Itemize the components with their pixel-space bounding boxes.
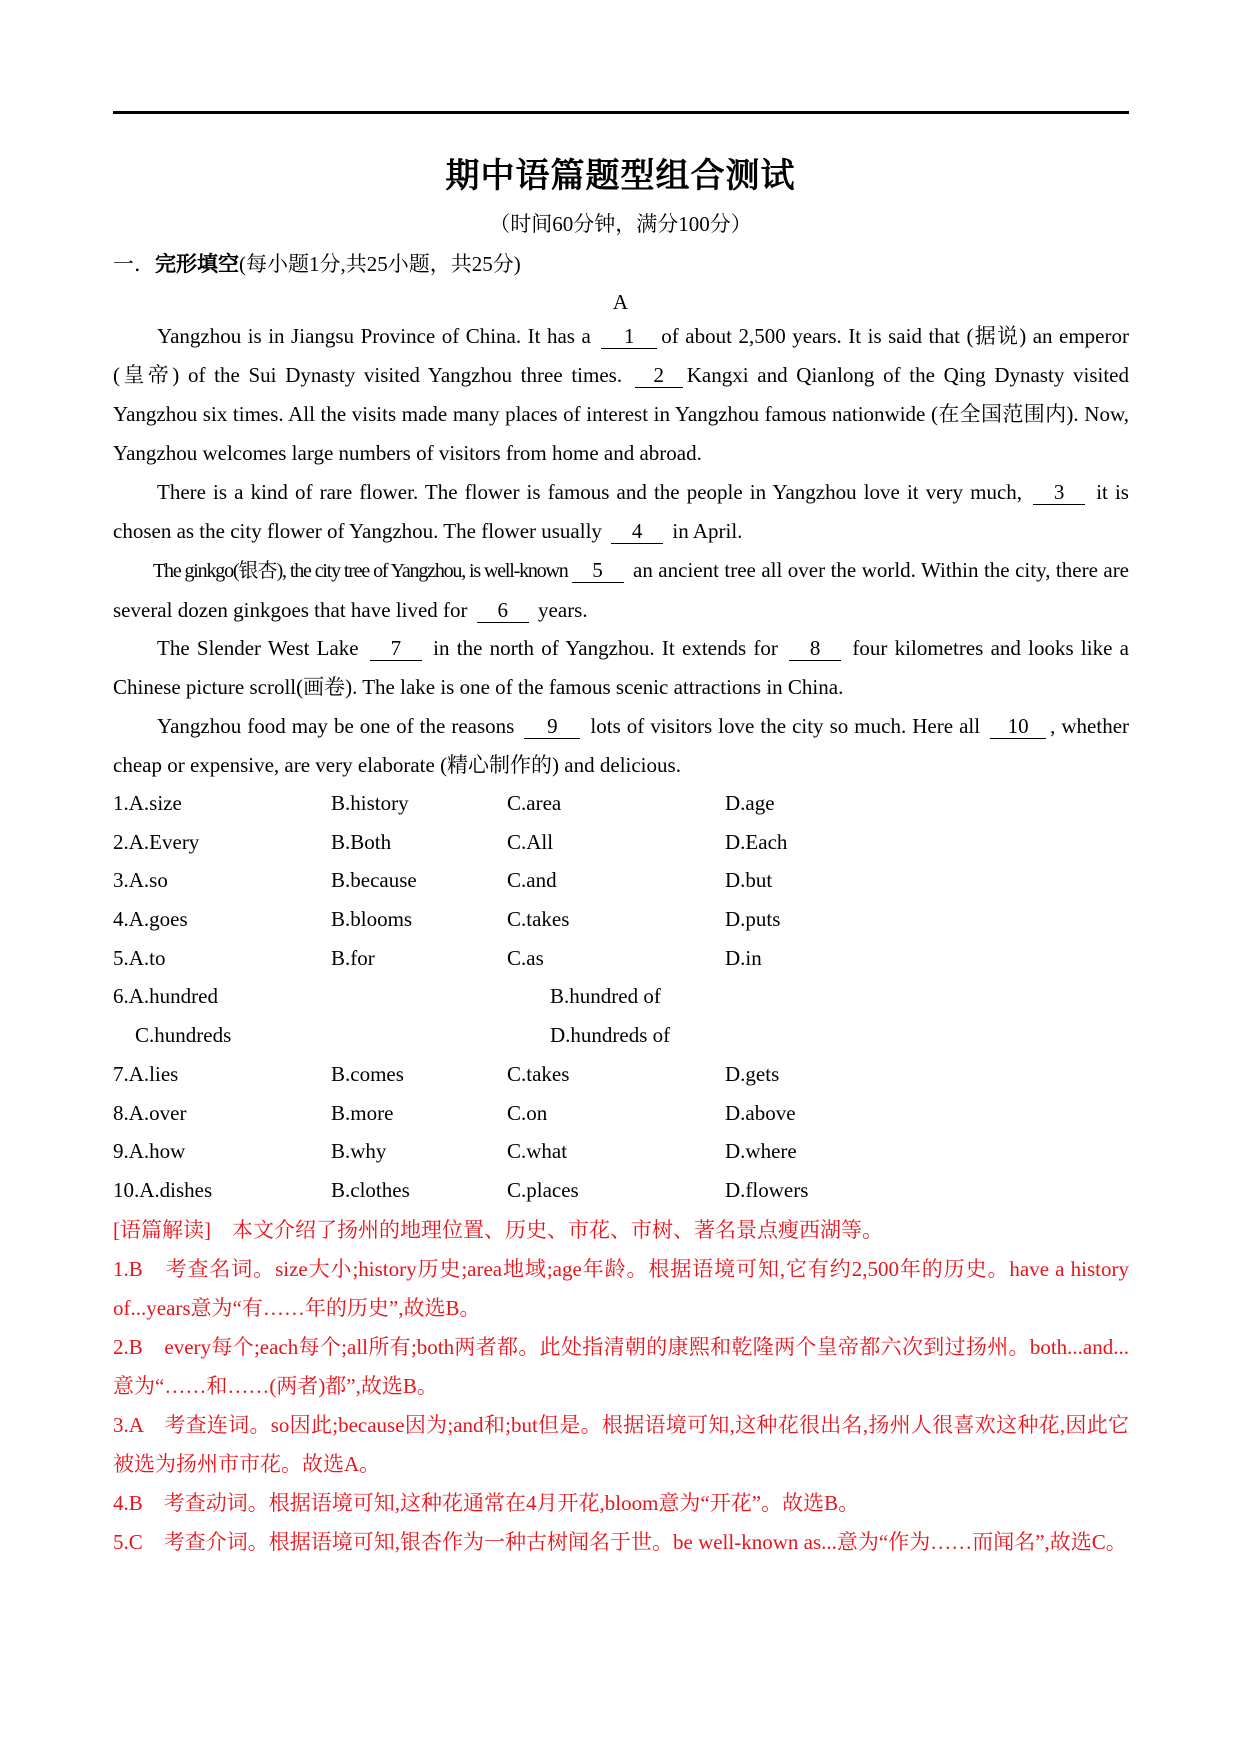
option-b: B.more	[331, 1100, 394, 1125]
blank-7: 7	[370, 636, 422, 661]
text-run: it is chosen as the city flower of Yangzhou. The flower usually	[113, 480, 1129, 543]
answer-explanations	[113, 1211, 1129, 1562]
option-row-6	[113, 981, 1129, 1020]
text-run: The ginkgo(银杏), the city tree of Yangzhou, is well-known	[153, 560, 568, 582]
text-run: Kangxi and Qianlong of the Qing Dynasty visited Yangzhou six times. All the visits made many places of interest in Yangzhou famous nationwide (在全国范围内). Now, Yangzhou welcomes large numbers of visitors from home and abroad.	[113, 363, 1130, 465]
passage-paragraph-1	[113, 317, 1129, 473]
option-row-5	[113, 943, 1129, 982]
option-d: D.where	[725, 1139, 797, 1164]
option-row-3	[113, 865, 1129, 904]
option-row-9	[113, 1136, 1129, 1175]
option-d: D.in	[725, 945, 762, 970]
text-run: Yangzhou food may be one of the reasons	[157, 714, 521, 738]
option-b: B.clothes	[331, 1177, 410, 1202]
option-row-8	[113, 1098, 1129, 1137]
explanation-1: 1.B 考查名词。size大小;history历史;area地域;age年龄。根据语境可知,它有约2,500年的历史。have a history of...years意为“有……年的历史”,故选B。	[113, 1257, 1129, 1320]
page-title: 期中语篇题型组合测试	[445, 158, 796, 195]
passage-paragraph-4	[113, 629, 1129, 707]
option-c: C.what	[507, 1139, 568, 1164]
header-rule	[113, 111, 1129, 114]
option-a: 6.A.hundred	[113, 984, 218, 1009]
passage-paragraph-2	[113, 473, 1129, 551]
option-a: 5.A.to	[113, 945, 166, 970]
section-number: 一．	[113, 252, 155, 276]
option-row-2	[113, 827, 1129, 866]
option-a: 7.A.lies	[113, 1061, 179, 1086]
option-d: D.above	[725, 1100, 796, 1125]
option-a: 4.A.goes	[113, 907, 188, 932]
option-b: B.blooms	[331, 907, 413, 932]
option-d: D.flowers	[725, 1177, 809, 1202]
text-run: four kilometres and looks like a Chinese picture scroll(画卷). The lake is one of the famous scenic attractions in China.	[113, 636, 1129, 699]
page-subtitle: （时间60分钟，满分100分）	[489, 212, 752, 236]
section-note: (每小题1分,共25小题，共25分)	[239, 252, 521, 276]
option-c: C.takes	[507, 1061, 570, 1086]
blank-6: 6	[477, 598, 529, 623]
blank-10: 10	[990, 714, 1046, 739]
text-run: in the north of Yangzhou. It extends for	[425, 636, 786, 660]
option-c: C.All	[507, 829, 554, 854]
option-a: 1.A.size	[113, 791, 182, 815]
option-a: 9.A.how	[113, 1139, 186, 1164]
option-c: C.places	[507, 1177, 579, 1202]
explanation-2: 2.B every每个;each每个;all所有;both两者都。此处指清朝的康熙和乾隆两个皇帝都六次到过扬州。both...and...意为“……和……(两者)都”,故选B。	[113, 1335, 1129, 1398]
option-c: C.and	[507, 868, 557, 893]
blank-2: 2	[635, 363, 683, 388]
text-run: lots of visitors love the city so much. Here all	[584, 714, 987, 738]
option-a: 2.A.Every	[113, 829, 200, 854]
answer-options	[113, 788, 1129, 1214]
text-run: There is a kind of rare flower. The flower is famous and the people in Yangzhou love it very much,	[157, 480, 1030, 504]
passage-paragraph-3	[113, 551, 1129, 630]
text-run: in April.	[667, 519, 743, 543]
option-d: D.gets	[725, 1061, 780, 1086]
option-row-1	[113, 788, 1129, 827]
option-b: B.comes	[331, 1061, 404, 1086]
blank-5: 5	[572, 558, 624, 583]
option-d: D.puts	[725, 907, 781, 932]
option-c: C.area	[507, 791, 562, 815]
option-row-4	[113, 904, 1129, 943]
text-run: of about 2,500 years. It is said that (据说) an emperor (皇帝) of the Sui Dynasty visited Yangzhou three times.	[113, 324, 1129, 387]
option-row-6b	[113, 1020, 1129, 1059]
blank-8: 8	[789, 636, 841, 661]
blank-9: 9	[524, 714, 580, 739]
explanation-5: 5.C 考查介词。根据语境可知,银杏作为一种古树闻名于世。be well-known as...意为“作为……而闻名”,故选C。	[113, 1530, 1127, 1554]
explanation-4: 4.B 考查动词。根据语境可知,这种花通常在4月开花,bloom意为“开花”。故选B。	[113, 1491, 860, 1515]
passage-label: A	[612, 290, 629, 314]
blank-1: 1	[601, 324, 657, 349]
text-run: Yangzhou is in Jiangsu Province of China. It has a	[157, 324, 598, 348]
option-d: D.Each	[725, 829, 788, 854]
option-c: C.as	[507, 945, 544, 970]
option-b: B.history	[331, 791, 409, 815]
option-d: D.but	[725, 868, 773, 893]
option-row-10	[113, 1175, 1129, 1214]
option-c: C.hundreds	[135, 1023, 232, 1048]
option-a: 8.A.over	[113, 1100, 187, 1125]
option-a: 3.A.so	[113, 868, 168, 893]
option-a: 10.A.dishes	[113, 1177, 213, 1202]
option-b: B.Both	[331, 829, 392, 854]
option-b: B.why	[331, 1139, 387, 1164]
option-b: B.because	[331, 868, 417, 893]
section-name: 完形填空	[155, 252, 239, 276]
option-c: C.takes	[507, 907, 570, 932]
option-d: D.age	[725, 791, 775, 815]
blank-4: 4	[611, 519, 663, 544]
option-d: D.hundreds of	[550, 1023, 671, 1048]
text-run: The Slender West Lake	[157, 636, 366, 660]
blank-3: 3	[1033, 480, 1085, 505]
section-heading	[113, 248, 521, 278]
explanation-3: 3.A 考查连词。so因此;because因为;and和;but但是。根据语境可知,这种花很出名,扬州人很喜欢这种花,因此它被选为扬州市市花。故选A。	[113, 1413, 1129, 1476]
option-row-7	[113, 1059, 1129, 1098]
option-c: C.on	[507, 1100, 548, 1125]
option-b: B.hundred of	[550, 984, 661, 1009]
passage-summary: [语篇解读] 本文介绍了扬州的地理位置、历史、市花、市树、著名景点瘦西湖等。	[113, 1218, 883, 1242]
text-run: , whether cheap or expensive, are very elaborate (精心制作的) and delicious.	[113, 714, 1130, 777]
passage-paragraph-5	[113, 707, 1129, 785]
option-b: B.for	[331, 945, 375, 970]
text-run: years.	[532, 598, 588, 622]
text-run: an ancient tree all over the world. Within the city, there are several dozen ginkgoes that have lived for	[113, 558, 1130, 622]
